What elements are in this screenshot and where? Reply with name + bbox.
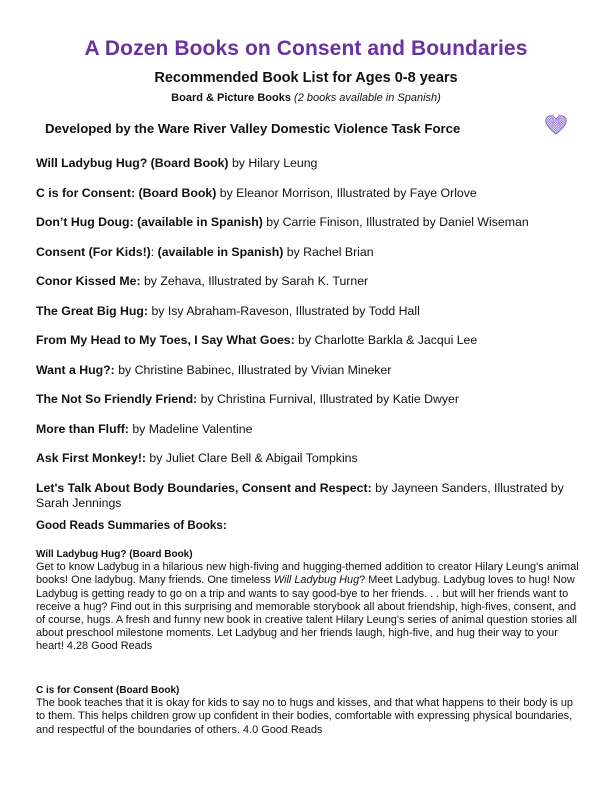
book-title: Consent (For Kids!) [36,244,151,259]
book-item [36,245,581,275]
book-title: The Great Big Hug: [36,303,149,318]
format-line [0,92,612,104]
book-title: From My Head to My Toes, I Say What Goes: [36,333,295,347]
book-title: Ask First Monkey!: [36,451,147,465]
book-item [36,186,581,216]
book-list [36,156,581,511]
book-title: The Not So Friendly Friend: [36,392,198,406]
book-credit: by Isy Abraham-Raveson, Illustrated by Todd Hall [148,303,420,318]
book-item [36,156,581,186]
summary-text: The book teaches that it is okay for kids to say no to hugs and kisses, and that what happens to their body is up to them. This helps children grow up confident in their bodies, comfortable with expressing physical boundaries, and respectful of the boundaries of others. 4.0 Good Reads [36,697,573,736]
page-subtitle: Recommended Book List for Ages 0-8 years [154,70,458,86]
book-title: C is for Consent: (Board Book) [36,185,217,200]
book-credit: by Christina Furnival, Illustrated by Katie Dwyer [197,392,459,406]
book-item [36,392,581,422]
book-item [36,274,581,304]
developed-by-line: Developed by the Ware River Valley Domestic Violence Task Force [45,121,461,136]
summary-text [36,561,581,653]
book-title: Conor Kissed Me: [36,274,141,288]
format-note: (2 books available in Spanish) [294,92,441,104]
book-credit: by Madeline Valentine [128,421,253,436]
book-item [36,422,581,452]
book-credit: by Juliet Clare Bell & Abigail Tompkins [146,451,358,465]
book-title: Want a Hug?: [36,362,115,377]
summary-text-part: ? Meet Ladybug. Ladybug loves to hug! Now Ladybug is getting ready to go on a trip and wants to say good-bye to her friends. . . but will her friends want to receive a hug? Find out in this surprising and memorable storybook all about friendship, high-fives, consent, and of course, hugs. A fresh and funny new book in creative talent Hilary Leung's series of animal question stories all about preschool milestone moments. Let Ladybug and her friends laugh, high-five, and hug their way to your heart! 4.28 Good Reads [36,574,577,653]
book-title: Let's Talk About Body Boundaries, Consent and Respect: [36,480,372,495]
book-credit: by Zehava, Illustrated by Sarah K. Turner [140,274,369,288]
book-credit: by Carrie Finison, Illustrated by Daniel Wiseman [262,215,529,229]
book-credit: by Eleanor Morrison, Illustrated by Faye Orlove [216,185,477,200]
book-item [36,304,581,334]
purple-ribbon-heart-icon [543,111,569,137]
summary-text-italic: Will Ladybug Hug [273,574,360,587]
book-credit: by Charlotte Barkla & Jacqui Lee [294,333,478,347]
book-credit: by Jayneen Sanders, Illustrated by Sarah Jennings [36,480,564,510]
summary-text-part: Get to know Ladybug in a hilarious new high-fiving and hugging-themed addition to creator Hilary Leung's animal books! One ladybug. Many friends. One timeless [36,561,579,587]
book-credit: by Christine Babinec, Illustrated by Vivian Mineker [114,362,392,377]
book-item [36,363,581,393]
book-title: More than Fluff: [36,421,129,436]
summary-block [36,684,581,737]
summary-block [36,548,581,654]
book-credit: by Rachel Brian [283,244,374,259]
book-item [36,481,581,511]
book-title-note: (available in Spanish) [157,244,284,259]
book-item [36,215,581,245]
page-title: A Dozen Books on Consent and Boundaries [84,37,528,60]
book-title: Will Ladybug Hug? (Board Book) [36,156,229,170]
book-title: Don’t Hug Doug: (available in Spanish) [36,215,263,229]
book-item [36,451,581,481]
summary-title: Will Ladybug Hug? (Board Book) [36,549,193,560]
summaries-heading: Good Reads Summaries of Books: [36,519,227,532]
book-item [36,333,581,363]
summary-title: C is for Consent (Board Book) [36,685,180,696]
book-credit-separator: : [150,244,158,259]
format-label: Board & Picture Books [171,92,291,104]
book-credit: by Hilary Leung [228,156,318,170]
